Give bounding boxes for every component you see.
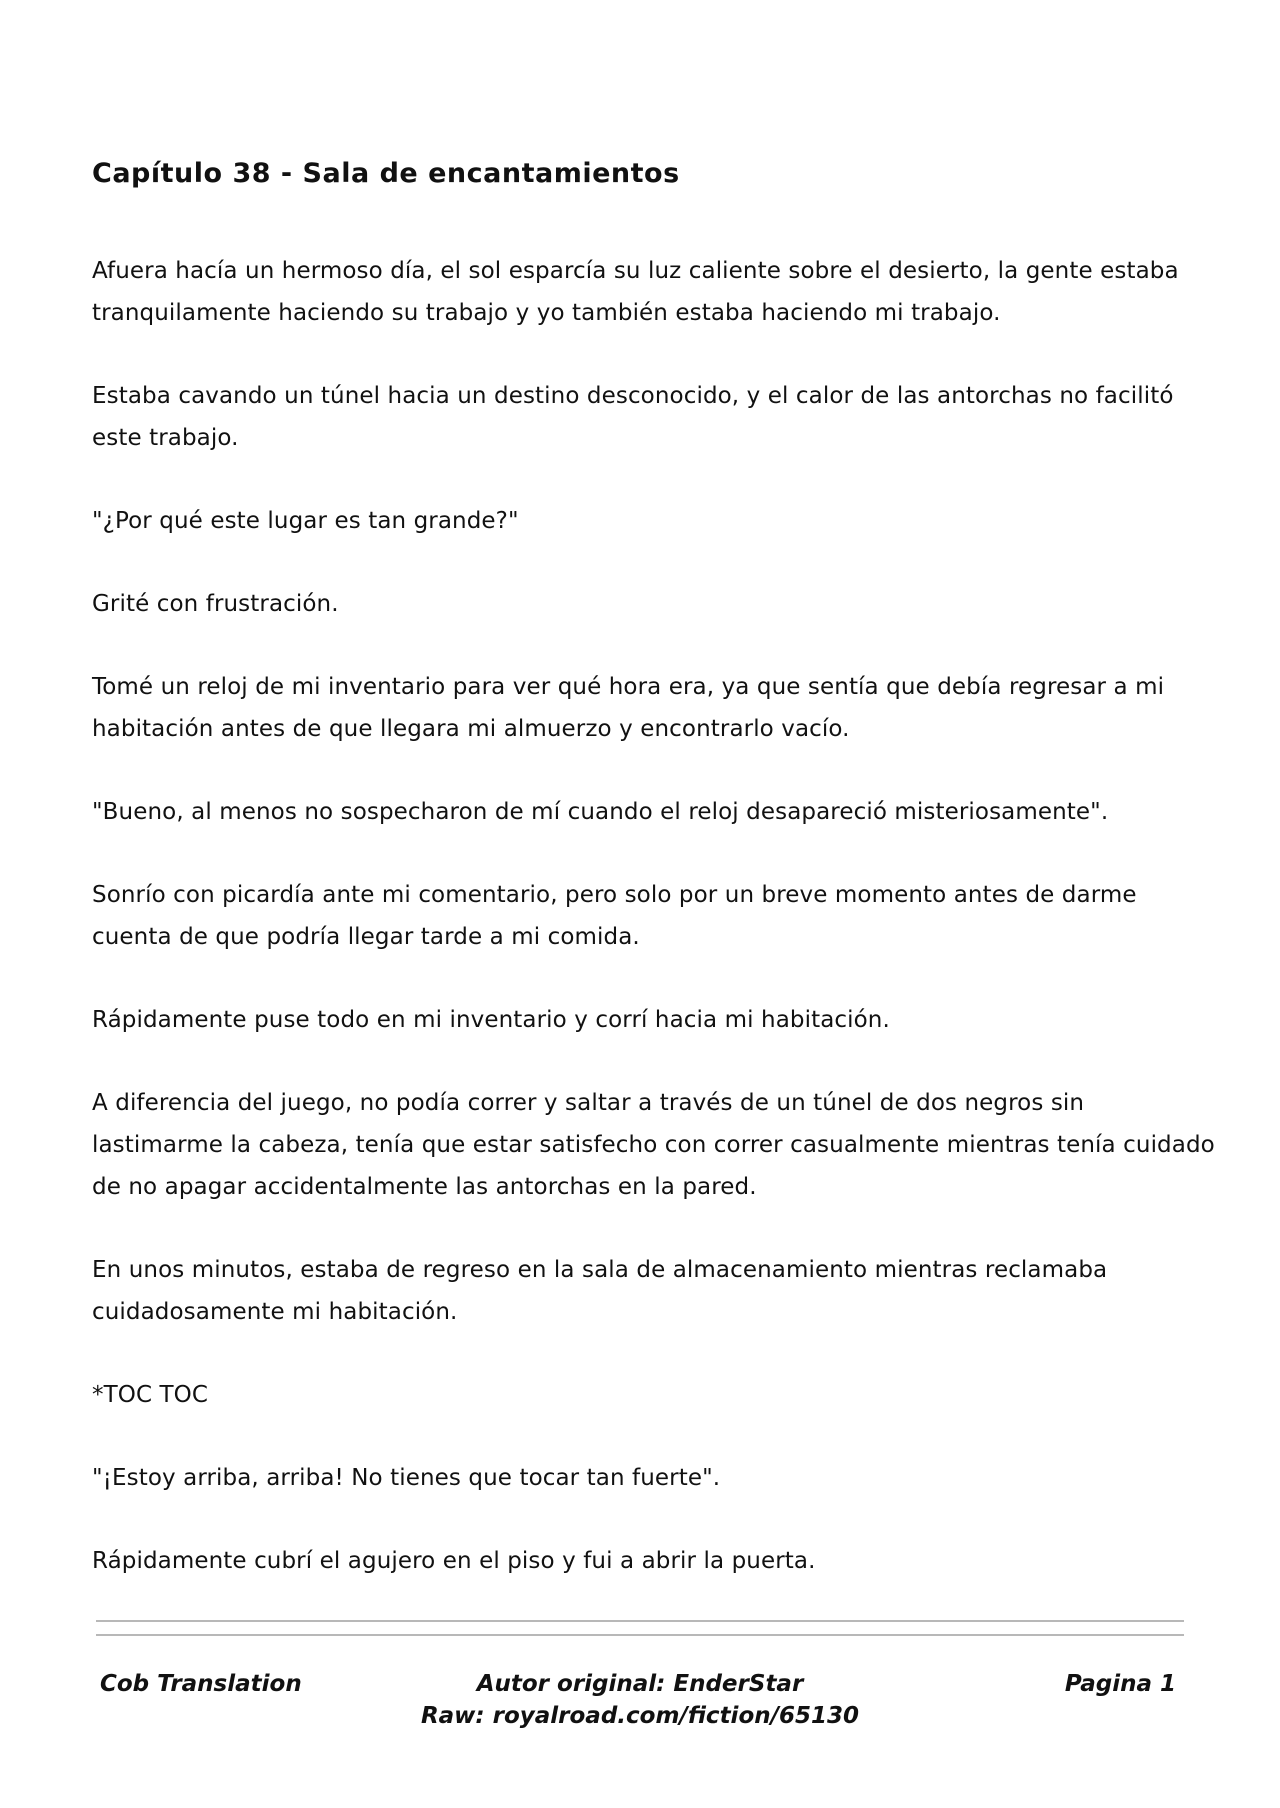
- paragraph: Tomé un reloj de mi inventario para ver qué hora era, ya que sentía que debía regresar a mi habitación antes de que llegara mi almuerzo y encontrarlo vacío.: [92, 674, 1165, 742]
- paragraph: Afuera hacía un hermoso día, el sol esparcía su luz caliente sobre el desierto, la gente estaba tranquilamente haciendo su trabajo y yo también estaba haciendo mi trabajo.: [92, 258, 1179, 326]
- paragraph: *TOC TOC: [92, 1382, 209, 1408]
- paragraph: En unos minutos, estaba de regreso en la sala de almacenamiento mientras reclamaba cuidadosamente mi habitación.: [92, 1257, 1108, 1325]
- chapter-title: Capítulo 38 - Sala de encantamientos: [92, 158, 680, 189]
- paragraph: Estaba cavando un túnel hacia un destino desconocido, y el calor de las antorchas no facilitó este trabajo.: [92, 383, 1174, 451]
- paragraph: "¿Por qué este lugar es tan grande?": [92, 508, 519, 534]
- paragraph: Rápidamente puse todo en mi inventario y corrí hacia mi habitación.: [92, 1007, 890, 1033]
- chapter-body: [92, 250, 1222, 1623]
- footer-page-number: Pagina 1: [1064, 1671, 1176, 1697]
- paragraph: "Bueno, al menos no sospecharon de mí cuando el reloj desapareció misteriosamente".: [92, 799, 1109, 825]
- footer-divider-top: [96, 1620, 1184, 1622]
- paragraph: "¡Estoy arriba, arriba! No tienes que tocar tan fuerte".: [92, 1465, 721, 1491]
- paragraph: Rápidamente cubrí el agujero en el piso y fui a abrir la puerta.: [92, 1548, 816, 1574]
- footer-translator: Cob Translation: [100, 1671, 302, 1697]
- footer-source: Raw: royalroad.com/fiction/65130: [420, 1703, 860, 1729]
- footer-credits: [340, 1668, 940, 1732]
- paragraph: Sonrío con picardía ante mi comentario, pero solo por un breve momento antes de darme cuenta de que podría llegar tarde a mi comida.: [92, 882, 1137, 950]
- paragraph: A diferencia del juego, no podía correr y saltar a través de un túnel de dos negros sin lastimarme la cabeza, tenía que estar satisfecho con correr casualmente mientras tenía cuidado de no apagar accidentalmente las antorchas en la pared.: [92, 1090, 1215, 1200]
- paragraph: Grité con frustración.: [92, 591, 339, 617]
- footer-author: Autor original: EnderStar: [476, 1671, 804, 1697]
- footer-divider-bottom: [96, 1634, 1184, 1636]
